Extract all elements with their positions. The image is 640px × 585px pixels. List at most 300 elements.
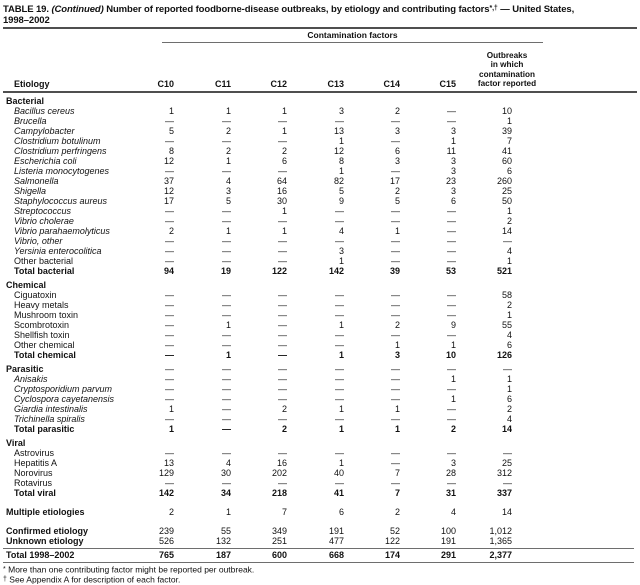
value-cell: — — [222, 136, 231, 146]
value-cell: — — [391, 330, 400, 340]
etiology-label: Clostridium perfringens — [14, 146, 107, 156]
etiology-label: Listeria monocytogenes — [14, 166, 110, 176]
value-cell: 2 — [394, 507, 400, 517]
value-cell: — — [165, 414, 174, 424]
value-cell: 4 — [450, 507, 456, 517]
value-cell: 1 — [338, 458, 344, 468]
value-cell: 94 — [163, 266, 174, 276]
etiology-label: Giardia intestinalis — [14, 404, 88, 414]
value-cell: 13 — [163, 458, 174, 468]
value-cell: 5 — [225, 196, 231, 206]
etiology-row — [6, 340, 637, 350]
value-cell: 12 — [333, 146, 344, 156]
value-cell: — — [222, 404, 231, 414]
value-cell — [174, 438, 231, 448]
value-cell: — — [503, 236, 512, 246]
value-cell: — — [391, 374, 400, 384]
value-cell: — — [222, 290, 231, 300]
value-cell: — — [335, 394, 344, 404]
value-cell: 6 — [281, 156, 287, 166]
value-cell: — — [278, 116, 287, 126]
column-header-c12: C12 — [270, 79, 287, 89]
value-cell: — — [335, 478, 344, 488]
value-cell: 1 — [168, 424, 174, 434]
value-cell: — — [447, 246, 456, 256]
etiology-label: Norovirus — [14, 468, 53, 478]
etiology-row — [6, 300, 637, 310]
etiology-row — [6, 206, 637, 216]
value-cell: 4 — [506, 246, 512, 256]
value-cell: — — [335, 290, 344, 300]
value-cell: — — [165, 320, 174, 330]
value-cell: — — [222, 236, 231, 246]
etiology-label: Multiple etiologies — [6, 507, 85, 517]
value-cell: 187 — [215, 550, 231, 560]
column-header-c10: C10 — [157, 79, 174, 89]
value-cell: 191 — [440, 536, 456, 546]
value-cell: — — [222, 166, 231, 176]
etiology-label: Heavy metals — [14, 300, 69, 310]
value-cell: 291 — [440, 550, 456, 560]
etiology-label: Vibrio, other — [14, 236, 63, 246]
value-cell: — — [165, 364, 174, 374]
value-cell: 3 — [225, 186, 231, 196]
value-cell: — — [222, 300, 231, 310]
etiology-row — [6, 404, 637, 414]
value-cell: 142 — [158, 488, 174, 498]
value-cell: — — [391, 246, 400, 256]
value-cell: — — [165, 374, 174, 384]
value-cell: 1 — [506, 384, 512, 394]
etiology-label: Bacillus cereus — [14, 106, 75, 116]
value-cell: 3 — [394, 126, 400, 136]
value-cell — [118, 438, 174, 448]
value-cell: 2 — [281, 404, 287, 414]
value-cell: 14 — [501, 226, 512, 236]
value-cell: — — [165, 330, 174, 340]
value-cell: 4 — [225, 458, 231, 468]
value-cell: 2 — [168, 507, 174, 517]
value-cell: 2 — [225, 126, 231, 136]
value-cell: 8 — [168, 146, 174, 156]
etiology-row — [6, 186, 637, 196]
value-cell: 1 — [225, 106, 231, 116]
etiology-row — [6, 156, 637, 166]
etiology-label: Total 1998–2002 — [6, 550, 75, 560]
value-cell: — — [278, 364, 287, 374]
etiology-label: Rotavirus — [14, 478, 53, 488]
outbreaks-line: factor reported — [477, 79, 537, 89]
value-cell: 239 — [158, 526, 174, 536]
value-cell: — — [222, 414, 231, 424]
value-cell: 28 — [445, 468, 456, 478]
value-cell: — — [222, 384, 231, 394]
value-cell: 3 — [450, 126, 456, 136]
value-cell: 16 — [276, 458, 287, 468]
value-cell: — — [447, 116, 456, 126]
value-cell: 526 — [158, 536, 174, 546]
etiology-label: Anisakis — [14, 374, 48, 384]
value-cell: 1 — [168, 106, 174, 116]
etiology-label: Confirmed etiology — [6, 526, 89, 536]
value-cell: 2 — [394, 320, 400, 330]
value-cell: — — [447, 478, 456, 488]
value-cell — [344, 280, 400, 290]
value-cell: — — [447, 364, 456, 374]
value-cell: 1 — [394, 340, 400, 350]
value-cell: 9 — [338, 196, 344, 206]
value-cell — [287, 96, 344, 106]
value-cell: — — [165, 256, 174, 266]
value-cell: — — [165, 166, 174, 176]
value-cell: — — [503, 478, 512, 488]
value-cell: 1 — [506, 206, 512, 216]
value-cell: 2 — [394, 186, 400, 196]
value-cell: 2 — [394, 106, 400, 116]
value-cell: 41 — [333, 488, 344, 498]
section-header-row — [6, 438, 637, 448]
value-cell: 12 — [163, 186, 174, 196]
value-cell: 16 — [276, 186, 287, 196]
title-continued: (Continued) — [51, 4, 104, 15]
value-cell: 6 — [506, 394, 512, 404]
value-cell: 1 — [506, 310, 512, 320]
value-cell: — — [165, 206, 174, 216]
value-cell: — — [447, 310, 456, 320]
value-cell: 2 — [168, 226, 174, 236]
etiology-row — [6, 310, 637, 320]
value-cell: — — [335, 216, 344, 226]
column-header-c11: C11 — [214, 79, 231, 89]
value-cell: 251 — [271, 536, 287, 546]
value-cell: — — [447, 414, 456, 424]
value-cell: 174 — [384, 550, 400, 560]
value-cell: 14 — [501, 507, 512, 517]
value-cell: 1 — [506, 374, 512, 384]
etiology-label: Viral — [6, 438, 26, 448]
value-cell: — — [503, 364, 512, 374]
value-cell: 2 — [225, 146, 231, 156]
etiology-label: Escherichia coli — [14, 156, 77, 166]
value-cell: 64 — [276, 176, 287, 186]
footnote-1 — [3, 565, 637, 575]
value-cell: 1 — [450, 374, 456, 384]
value-cell: 2,377 — [489, 550, 512, 560]
value-cell: 1,012 — [489, 526, 512, 536]
value-cell — [231, 96, 287, 106]
value-cell: — — [165, 136, 174, 146]
value-cell: 39 — [501, 126, 512, 136]
etiology-label: Yersinia enterocolitica — [14, 246, 102, 256]
value-cell: — — [222, 448, 231, 458]
value-cell: — — [278, 216, 287, 226]
value-cell: 58 — [501, 290, 512, 300]
value-cell: — — [447, 300, 456, 310]
etiology-label: Bacterial — [6, 96, 45, 106]
value-cell: 2 — [506, 216, 512, 226]
section-header-row — [6, 96, 637, 106]
value-cell: — — [335, 340, 344, 350]
value-cell: 132 — [215, 536, 231, 546]
value-cell: 17 — [389, 176, 400, 186]
value-cell: 1 — [338, 256, 344, 266]
etiology-label: Vibrio parahaemolyticus — [14, 226, 110, 236]
value-cell: 31 — [445, 488, 456, 498]
value-cell: 12 — [163, 156, 174, 166]
value-cell: 55 — [501, 320, 512, 330]
value-cell: 1 — [225, 350, 231, 360]
value-cell: 2 — [281, 424, 287, 434]
value-cell: 6 — [338, 507, 344, 517]
etiology-label: Other chemical — [14, 340, 75, 350]
etiology-row — [6, 468, 637, 478]
value-cell: — — [447, 330, 456, 340]
value-cell: — — [222, 310, 231, 320]
etiology-row — [6, 478, 637, 488]
value-cell — [287, 280, 344, 290]
value-cell: 1 — [394, 424, 400, 434]
etiology-label: Scombrotoxin — [14, 320, 70, 330]
contamination-factors-label: Contamination factors — [307, 30, 398, 40]
value-cell: — — [278, 330, 287, 340]
value-cell: 349 — [271, 526, 287, 536]
value-cell: — — [391, 448, 400, 458]
value-cell: — — [165, 448, 174, 458]
value-cell: 7 — [394, 468, 400, 478]
value-cell: 34 — [220, 488, 231, 498]
value-cell: 2 — [281, 146, 287, 156]
etiology-label: Mushroom toxin — [14, 310, 79, 320]
value-cell: 1 — [281, 106, 287, 116]
value-cell: 19 — [220, 266, 231, 276]
value-cell: 100 — [440, 526, 456, 536]
value-cell: 7 — [281, 507, 287, 517]
contamination-bracket-rule — [162, 42, 543, 43]
value-cell: 1 — [338, 166, 344, 176]
value-cell: — — [165, 290, 174, 300]
value-cell: 4 — [506, 414, 512, 424]
value-cell: — — [447, 106, 456, 116]
etiology-label: Total parasitic — [14, 424, 75, 434]
value-cell — [287, 438, 344, 448]
title-years: 1998–2002 — [3, 15, 50, 26]
value-cell: — — [278, 300, 287, 310]
grand-total-row — [6, 549, 637, 562]
value-cell: 122 — [384, 536, 400, 546]
value-cell: 1 — [450, 340, 456, 350]
value-cell: 50 — [501, 196, 512, 206]
etiology-label: Total bacterial — [14, 266, 75, 276]
etiology-row — [6, 216, 637, 226]
value-cell: 1,365 — [489, 536, 512, 546]
value-cell: 1 — [281, 226, 287, 236]
value-cell: 202 — [271, 468, 287, 478]
value-cell: — — [335, 206, 344, 216]
etiology-row — [6, 246, 637, 256]
column-header-row — [6, 79, 512, 89]
value-cell: 218 — [271, 488, 287, 498]
outbreaks-line: in which — [490, 60, 524, 70]
etiology-label: Cryptosporidium parvum — [14, 384, 113, 394]
value-cell: 1 — [338, 350, 344, 360]
value-cell: 8 — [338, 156, 344, 166]
value-cell: 1 — [281, 206, 287, 216]
etiology-row — [6, 384, 637, 394]
value-cell: — — [278, 320, 287, 330]
etiology-row — [6, 136, 637, 146]
etiology-label: Vibrio cholerae — [14, 216, 74, 226]
value-cell: — — [278, 448, 287, 458]
value-cell — [400, 280, 456, 290]
value-cell: — — [391, 206, 400, 216]
value-cell: 6 — [450, 196, 456, 206]
etiology-row — [6, 106, 637, 116]
value-cell: 600 — [271, 550, 287, 560]
value-cell: — — [165, 340, 174, 350]
etiology-row — [6, 256, 637, 266]
value-cell: — — [391, 414, 400, 424]
value-cell: — — [335, 414, 344, 424]
value-cell: 1 — [450, 136, 456, 146]
section-header-row — [6, 364, 637, 374]
etiology-label: Streptococcus — [14, 206, 72, 216]
column-header-c15: C15 — [439, 79, 456, 89]
value-cell: 142 — [328, 266, 344, 276]
footnote-text: See Appendix A for description of each factor. — [9, 574, 181, 585]
value-cell — [118, 96, 174, 106]
value-cell: — — [335, 310, 344, 320]
value-cell: — — [391, 300, 400, 310]
value-cell: 5 — [394, 196, 400, 206]
etiology-row — [6, 196, 637, 206]
value-cell: 41 — [501, 146, 512, 156]
value-cell: — — [447, 384, 456, 394]
footnote-marker: † — [3, 576, 7, 583]
value-cell: 10 — [445, 350, 456, 360]
value-cell: 1 — [225, 507, 231, 517]
value-cell: 337 — [496, 488, 512, 498]
etiology-label: Clostridium botulinum — [14, 136, 101, 146]
value-cell: — — [278, 350, 287, 360]
value-cell: 14 — [501, 424, 512, 434]
value-cell: — — [222, 116, 231, 126]
value-cell: 23 — [445, 176, 456, 186]
value-cell: 1 — [225, 226, 231, 236]
value-cell: — — [447, 236, 456, 246]
title-part3: — United States, — [497, 4, 575, 15]
value-cell: — — [391, 458, 400, 468]
column-header-spacer — [456, 79, 512, 89]
value-cell: — — [447, 290, 456, 300]
value-cell: — — [335, 374, 344, 384]
value-cell: — — [222, 424, 231, 434]
value-cell: 1 — [168, 404, 174, 414]
value-cell: 6 — [506, 166, 512, 176]
etiology-row — [6, 448, 637, 458]
summary-rule — [3, 562, 634, 563]
value-cell: 129 — [158, 468, 174, 478]
value-cell: 1 — [338, 136, 344, 146]
value-cell: — — [391, 310, 400, 320]
value-cell: — — [278, 414, 287, 424]
value-cell: 25 — [501, 186, 512, 196]
section-header-row — [6, 280, 637, 290]
value-cell — [174, 280, 231, 290]
title-part2: Number of reported foodborne-disease outbreaks, by etiology and contributing factors — [103, 4, 490, 15]
value-cell: 1 — [225, 320, 231, 330]
value-cell: 9 — [450, 320, 456, 330]
value-cell: — — [278, 290, 287, 300]
etiology-label: Hepatitis A — [14, 458, 58, 468]
value-cell: — — [222, 374, 231, 384]
value-cell: — — [165, 310, 174, 320]
etiology-label: Total chemical — [14, 350, 76, 360]
value-cell: 1 — [225, 156, 231, 166]
value-cell: 11 — [446, 146, 456, 156]
value-cell: 2 — [506, 300, 512, 310]
value-cell: 1 — [338, 424, 344, 434]
value-cell: 7 — [506, 136, 512, 146]
outbreaks-line: contamination — [479, 69, 535, 79]
value-cell: — — [391, 116, 400, 126]
value-cell: — — [222, 256, 231, 266]
value-cell: 39 — [389, 266, 400, 276]
value-cell — [456, 280, 512, 290]
value-cell: 6 — [394, 146, 400, 156]
value-cell: — — [222, 330, 231, 340]
etiology-row — [6, 176, 637, 186]
etiology-label: Shellfish toxin — [14, 330, 70, 340]
etiology-label: Ciguatoxin — [14, 290, 57, 300]
value-cell: 1 — [450, 394, 456, 404]
etiology-row — [6, 394, 637, 404]
value-cell: 3 — [450, 186, 456, 196]
column-header-c14: C14 — [383, 79, 400, 89]
value-cell: 7 — [394, 488, 400, 498]
etiology-row — [6, 126, 637, 136]
etiology-column-header: Etiology — [14, 79, 50, 89]
value-cell — [344, 96, 400, 106]
etiology-row — [6, 330, 637, 340]
value-cell: 30 — [220, 468, 231, 478]
value-cell: — — [222, 394, 231, 404]
value-cell — [118, 280, 174, 290]
value-cell: — — [391, 256, 400, 266]
value-cell: — — [222, 364, 231, 374]
value-cell: 52 — [389, 526, 400, 536]
value-cell: 126 — [496, 350, 512, 360]
value-cell: 1 — [338, 320, 344, 330]
outbreaks-line: Outbreaks — [486, 50, 528, 60]
etiology-row — [6, 290, 637, 300]
table-header — [3, 29, 637, 93]
value-cell: 4 — [338, 226, 344, 236]
value-cell: 668 — [328, 550, 344, 560]
value-cell — [456, 96, 512, 106]
total-row — [6, 424, 637, 434]
etiology-label: Other bacterial — [14, 256, 74, 266]
etiology-row — [6, 166, 637, 176]
etiology-label: Cyclospora cayetanensis — [14, 394, 115, 404]
etiology-label: Unknown etiology — [6, 536, 84, 546]
value-cell: — — [503, 448, 512, 458]
value-cell: 3 — [450, 458, 456, 468]
value-cell: — — [335, 116, 344, 126]
value-cell: 3 — [450, 166, 456, 176]
value-cell: — — [165, 236, 174, 246]
value-cell: — — [278, 374, 287, 384]
value-cell: 1 — [506, 256, 512, 266]
